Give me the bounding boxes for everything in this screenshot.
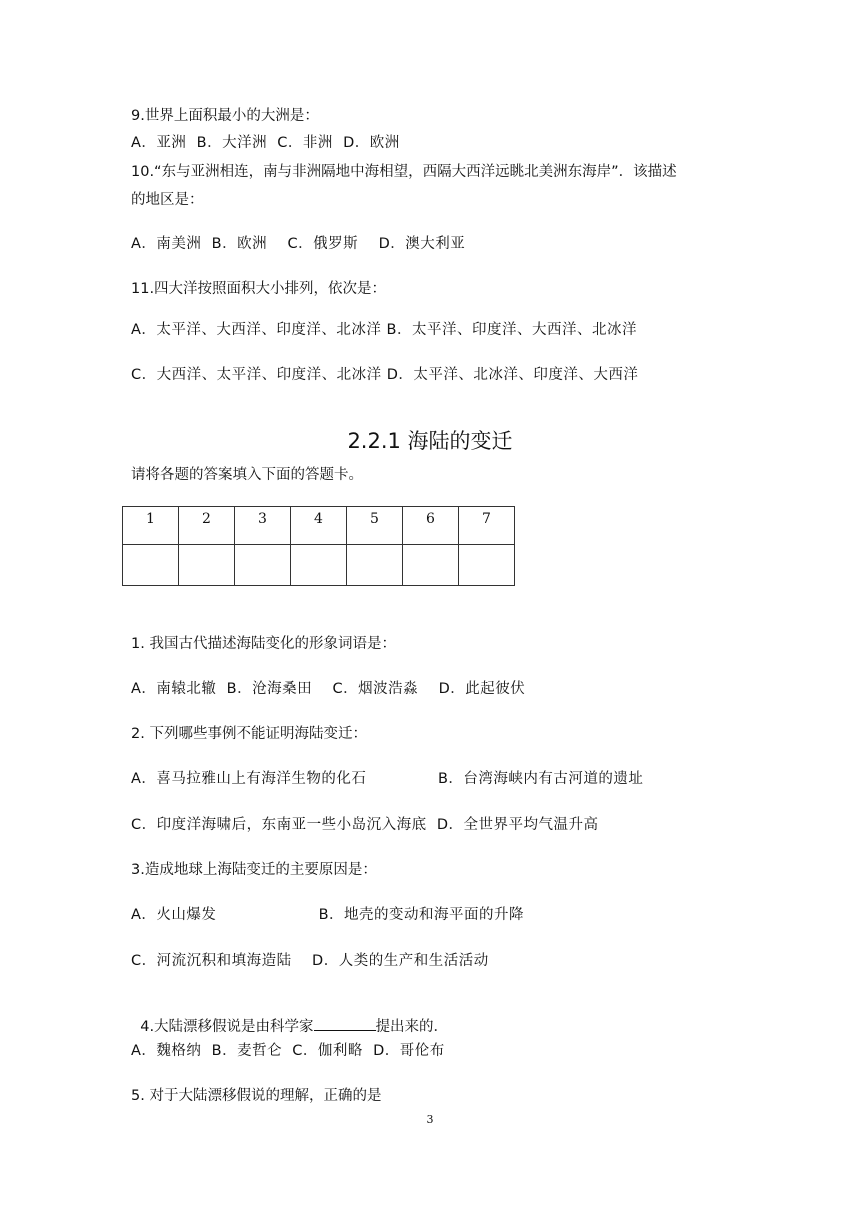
answer-card-number: 6 xyxy=(403,507,459,545)
q11-options-ab: A．太平洋、大西洋、印度洋、北冰洋 B．太平洋、印度洋、大西洋、北冰洋 xyxy=(131,322,637,338)
q3-options-ab: A．火山爆发 B．地壳的变动和海平面的升降 xyxy=(131,907,525,923)
q3-options-cd: C．河流沉积和填海造陆 D．人类的生产和生活活动 xyxy=(131,953,489,969)
q4-options: A．魏格纳 B．麦哲仑 C．伽利略 D．哥伦布 xyxy=(131,1043,445,1059)
answer-card-number: 4 xyxy=(291,507,347,545)
answer-card-number: 3 xyxy=(235,507,291,545)
answer-cell[interactable] xyxy=(291,545,347,586)
q1-text: 1. 我国古代描述海陆变化的形象词语是： xyxy=(131,636,396,652)
answer-card-number: 1 xyxy=(123,507,179,545)
q4-text xyxy=(131,996,448,1037)
q5-text: 5. 对于大陆漂移假说的理解，正确的是 xyxy=(131,1088,382,1104)
q2-text: 2. 下列哪些事例不能证明海陆变迁： xyxy=(131,726,367,742)
q1-options: A．南辕北辙 B．沧海桑田 C．烟波浩淼 D．此起彼伏 xyxy=(131,681,526,697)
answer-cell[interactable] xyxy=(403,545,459,586)
answer-cell[interactable] xyxy=(459,545,515,586)
q10-text-line2: 的地区是： xyxy=(131,192,204,208)
answer-card-number: 7 xyxy=(459,507,515,545)
q4-blank[interactable] xyxy=(314,1016,376,1031)
q3-text: 3.造成地球上海陆变迁的主要原因是： xyxy=(131,862,377,878)
q11-options-cd: C．大西洋、太平洋、印度洋、北冰洋 D．太平洋、北冰洋、印度洋、大西洋 xyxy=(131,367,639,383)
answer-card-table xyxy=(122,506,515,586)
q10-options: A．南美洲 B．欧洲 C．俄罗斯 D．澳大利亚 xyxy=(131,236,466,252)
answer-card-number: 2 xyxy=(179,507,235,545)
answer-cell[interactable] xyxy=(179,545,235,586)
q2-options-ab: A．喜马拉雅山上有海洋生物的化石 B．台湾海峡内有古河道的遗址 xyxy=(131,771,644,787)
instruction-text: 请将各题的答案填入下面的答题卡。 xyxy=(131,467,363,483)
q11-text: 11.四大洋按照面积大小排列，依次是： xyxy=(131,281,387,297)
section-title: 2.2.1 海陆的变迁 xyxy=(347,429,513,453)
answer-card-answer-row xyxy=(123,545,515,586)
answer-cell[interactable] xyxy=(235,545,291,586)
q2-options-cd: C．印度洋海啸后，东南亚一些小岛沉入海底 D．全世界平均气温升高 xyxy=(131,817,599,833)
answer-card-header-row xyxy=(123,507,515,545)
q9-options: A．亚洲 B．大洋洲 C．非洲 D．欧洲 xyxy=(131,135,400,151)
q4-text-post: 提出来的． xyxy=(375,1019,449,1035)
q10-text-line1: 10.“东与亚洲相连，南与非洲隔地中海相望，西隔大西洋远眺北美洲东海岸”．该描述 xyxy=(131,164,677,180)
answer-cell[interactable] xyxy=(347,545,403,586)
answer-card-number: 5 xyxy=(347,507,403,545)
q4-text-pre: 4.大陆漂移假说是由科学家 xyxy=(140,1019,314,1035)
answer-cell[interactable] xyxy=(123,545,179,586)
page-number: 3 xyxy=(426,1113,434,1126)
q9-text: 9.世界上面积最小的大洲是： xyxy=(131,108,319,124)
